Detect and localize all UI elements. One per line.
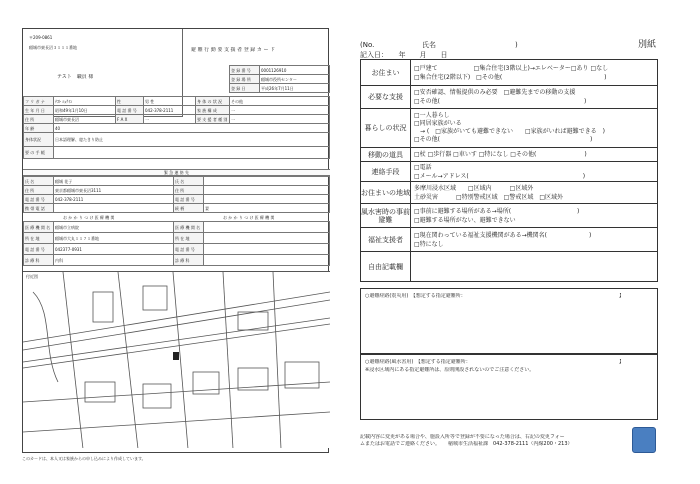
quake-route-close: 】 (619, 293, 625, 299)
hospital-phone-label: 電 話 番 号 (24, 244, 54, 255)
emergency-contact-title: 緊 急 連 絡 先 (23, 169, 330, 176)
quake-route-box (360, 288, 658, 354)
contact2-name-label: 氏 名 (174, 177, 204, 186)
name-label: 氏名 (422, 41, 436, 49)
status-value: 一 (230, 115, 330, 124)
care-label: 身 体 の 状 況 (196, 97, 230, 106)
contact-mobile-label: 携 帯 電 話 (24, 204, 54, 213)
fax-label: F A X (116, 115, 144, 124)
contact-phone-value: 042-378-2111 (54, 195, 174, 204)
registration-card (22, 28, 329, 453)
footer-line-2: ムまたはお電話でご連絡ください。 (360, 441, 441, 447)
contact2-addr-label: 住 所 (174, 186, 204, 195)
quake-route-label: ○避難経路(震災用) 【想定する指定避難所： (365, 293, 466, 299)
status-label: 要 支 援 者 種 別 (196, 115, 230, 124)
hospital-dept-label: 診 療 科 (24, 255, 54, 266)
hospital2-phone-value (204, 244, 330, 255)
clinic-title-right: お か か り つ け 医 療 機 関 (223, 215, 275, 220)
recipient-name: テスト 職員 様 (57, 74, 94, 80)
flood-route-box (360, 354, 658, 420)
contact2-name-value (204, 177, 330, 186)
hospital2-addr-value (204, 233, 330, 244)
flood-route-label: ○避難経路(風水害用) 【想定する指定避難所： (365, 359, 471, 365)
furigana-label: フ リ ガ ナ (24, 97, 54, 106)
contact2-addr-value (204, 186, 330, 195)
postal-code: 〒209-0861 (29, 35, 53, 40)
reg-no-value: 0001126910 (260, 66, 330, 75)
hospital-phone-value: 042377-0931 (54, 244, 174, 255)
map-label: 付近図 (26, 274, 38, 279)
person-info-table (23, 96, 330, 159)
map-illustration (23, 272, 330, 448)
location-marker (173, 352, 179, 360)
birth-label: 生 年 月 日 (24, 106, 54, 115)
addr-value: 稲城市東長沼 (54, 115, 116, 124)
support-info-form (360, 59, 658, 282)
phone-value: 042-378-2111 (144, 106, 196, 115)
birth-value: 昭和49年1月10日 (54, 106, 116, 115)
housing-label: お住まい (361, 60, 411, 86)
sex-value: 男 性 (144, 97, 196, 106)
contact-means-label: 連絡手段 (361, 162, 411, 182)
org-value: 稲城市役所センター (260, 75, 330, 84)
furigana-value: ﾃｽﾄ ｼｮｸｲﾝ (54, 97, 116, 106)
evacuation-label: 風水害時の事前避難 (361, 204, 411, 228)
hospital-dept-value: 内科 (54, 255, 174, 266)
contact-rel-label: 続 柄 (174, 204, 204, 213)
mobility-options: □杖 □歩行器 □車いす □特になし □その他( ) (411, 148, 658, 162)
hospital-addr-value: 稲城市大丸１１７１番地 (54, 233, 174, 244)
doctor-value (54, 147, 330, 159)
age-label: 年 齢 (24, 124, 54, 133)
besshi-label: 別紙 (638, 40, 657, 50)
care-value: その他 (230, 97, 330, 106)
age-value: 40 (54, 124, 330, 133)
no-label: (No. (360, 41, 375, 49)
name-close: ) (515, 41, 518, 49)
family-label: 家 族 構 成 (196, 106, 230, 115)
card-title: 避 難 行 動 要 支 援 者 登 録 カ ー ド (191, 47, 276, 53)
qr-code-placeholder (632, 427, 656, 453)
housing-options: □戸建て □集合住宅(3階以上)→エレベーター□あり □なし □集合住宅(2階以下) □その他( ) (411, 60, 658, 86)
free-text-area (411, 252, 658, 282)
contact-name-value: 稲城 花子 (54, 177, 174, 186)
date-value: 平成26年7月11日 (260, 84, 330, 93)
contact-phone-label: 電 話 番 号 (24, 195, 54, 204)
contact-name-label: 氏 名 (24, 177, 54, 186)
contact-addr-value: 東京都稲城市東長沼3111 (54, 186, 174, 195)
footer-line-1: 記載内容に変更がある場合や、施設入所等で登録が不要になった場合は、右記の変更フォー (360, 434, 565, 440)
notes-label: 身体状況 (24, 133, 54, 147)
hospital2-dept-label: 診 療 科 (174, 255, 204, 266)
living-options: □一人暮らし □同居家族がいる → ( □家族がいても避難できない □家族がいれば避難できる ) □その他( ) (411, 109, 658, 148)
sex-label: 性 (116, 97, 144, 106)
contact2-phone-label: 電 話 番 号 (174, 195, 204, 204)
hospital2-addr-label: 所 在 地 (174, 233, 204, 244)
living-label: 暮らしの状況 (361, 109, 411, 148)
phone-label: 電 話 番 号 (116, 106, 144, 115)
entry-date: 記入日： 年 月 日 (360, 51, 448, 59)
contact-addr-label: 住 所 (24, 186, 54, 195)
area-label: お住まいの地域 (361, 182, 411, 204)
hospital2-name-value (204, 222, 330, 233)
footer-line-3: 稲城市生活福祉課 042-378-2111（内線200・213） (448, 441, 573, 447)
support-options: □安否確認、情報提供のみ必要 □避難先までの移動の支援 □その他( ) (411, 86, 658, 109)
mobility-label: 移動の道具 (361, 148, 411, 162)
hospital2-name-label: 医 療 機 関 名 (174, 222, 204, 233)
flood-route-note: ※浸水区域内にある指定避難所は、原則開設されないのでご注意ください。 (365, 367, 535, 373)
support-label: 必要な支援 (361, 86, 411, 109)
hospital2-phone-label: 電 話 番 号 (174, 244, 204, 255)
hospital-addr-label: 所 在 地 (24, 233, 54, 244)
hospital-name-value: 稲城市立病院 (54, 222, 174, 233)
date-label: 登 録 日 (230, 84, 260, 93)
addr-label: 住 所 (24, 115, 54, 124)
free-text-label: 自由記載欄 (361, 252, 411, 282)
clinic-title-left: お か か り つ け 医 療 機 関 (63, 215, 115, 220)
hospital-name-label: 医 療 機 関 名 (24, 222, 54, 233)
welfare-label: 福祉支援者 (361, 228, 411, 252)
fax-value: 一 (144, 115, 196, 124)
notes-value: 日本語理解、寝たきり防止 (54, 133, 330, 147)
left-footer: このカードは、本人又は家族からの申し込みにより作成しています。 (22, 456, 146, 461)
hospital2-dept-value (204, 255, 330, 266)
vicinity-map (23, 271, 330, 448)
contact-means-options: □電話 □メール→アドレス( ) (411, 162, 658, 182)
welfare-options: □現在関わっている福祉支援機関がある→機関名( ) □特になし (411, 228, 658, 252)
doctor-label: 要 の 手 帳 (24, 147, 54, 159)
flood-route-close: 】 (619, 359, 625, 365)
emergency-contact-table (23, 176, 330, 213)
address-text: 稲城市東長沼３１１１番地 (29, 45, 77, 50)
area-options: 多摩川浸水区域 □区域内 □区域外 土砂災害 □特別警戒区域 □警戒区域 □区域外 (411, 182, 658, 204)
contact2-phone-value (204, 195, 330, 204)
evacuation-options: □事前に避難する場所がある→場所( ) □避難する場所がない、避難できない (411, 204, 658, 228)
org-label: 登 録 場 所 (230, 75, 260, 84)
registration-meta-table (229, 65, 330, 93)
reg-no-label: 登 録 番 号 (230, 66, 260, 75)
hospital-table (23, 221, 330, 266)
contact-mobile-value (54, 204, 174, 213)
contact-rel-value: 妻 (204, 204, 330, 213)
family-value: 一 (230, 106, 330, 115)
